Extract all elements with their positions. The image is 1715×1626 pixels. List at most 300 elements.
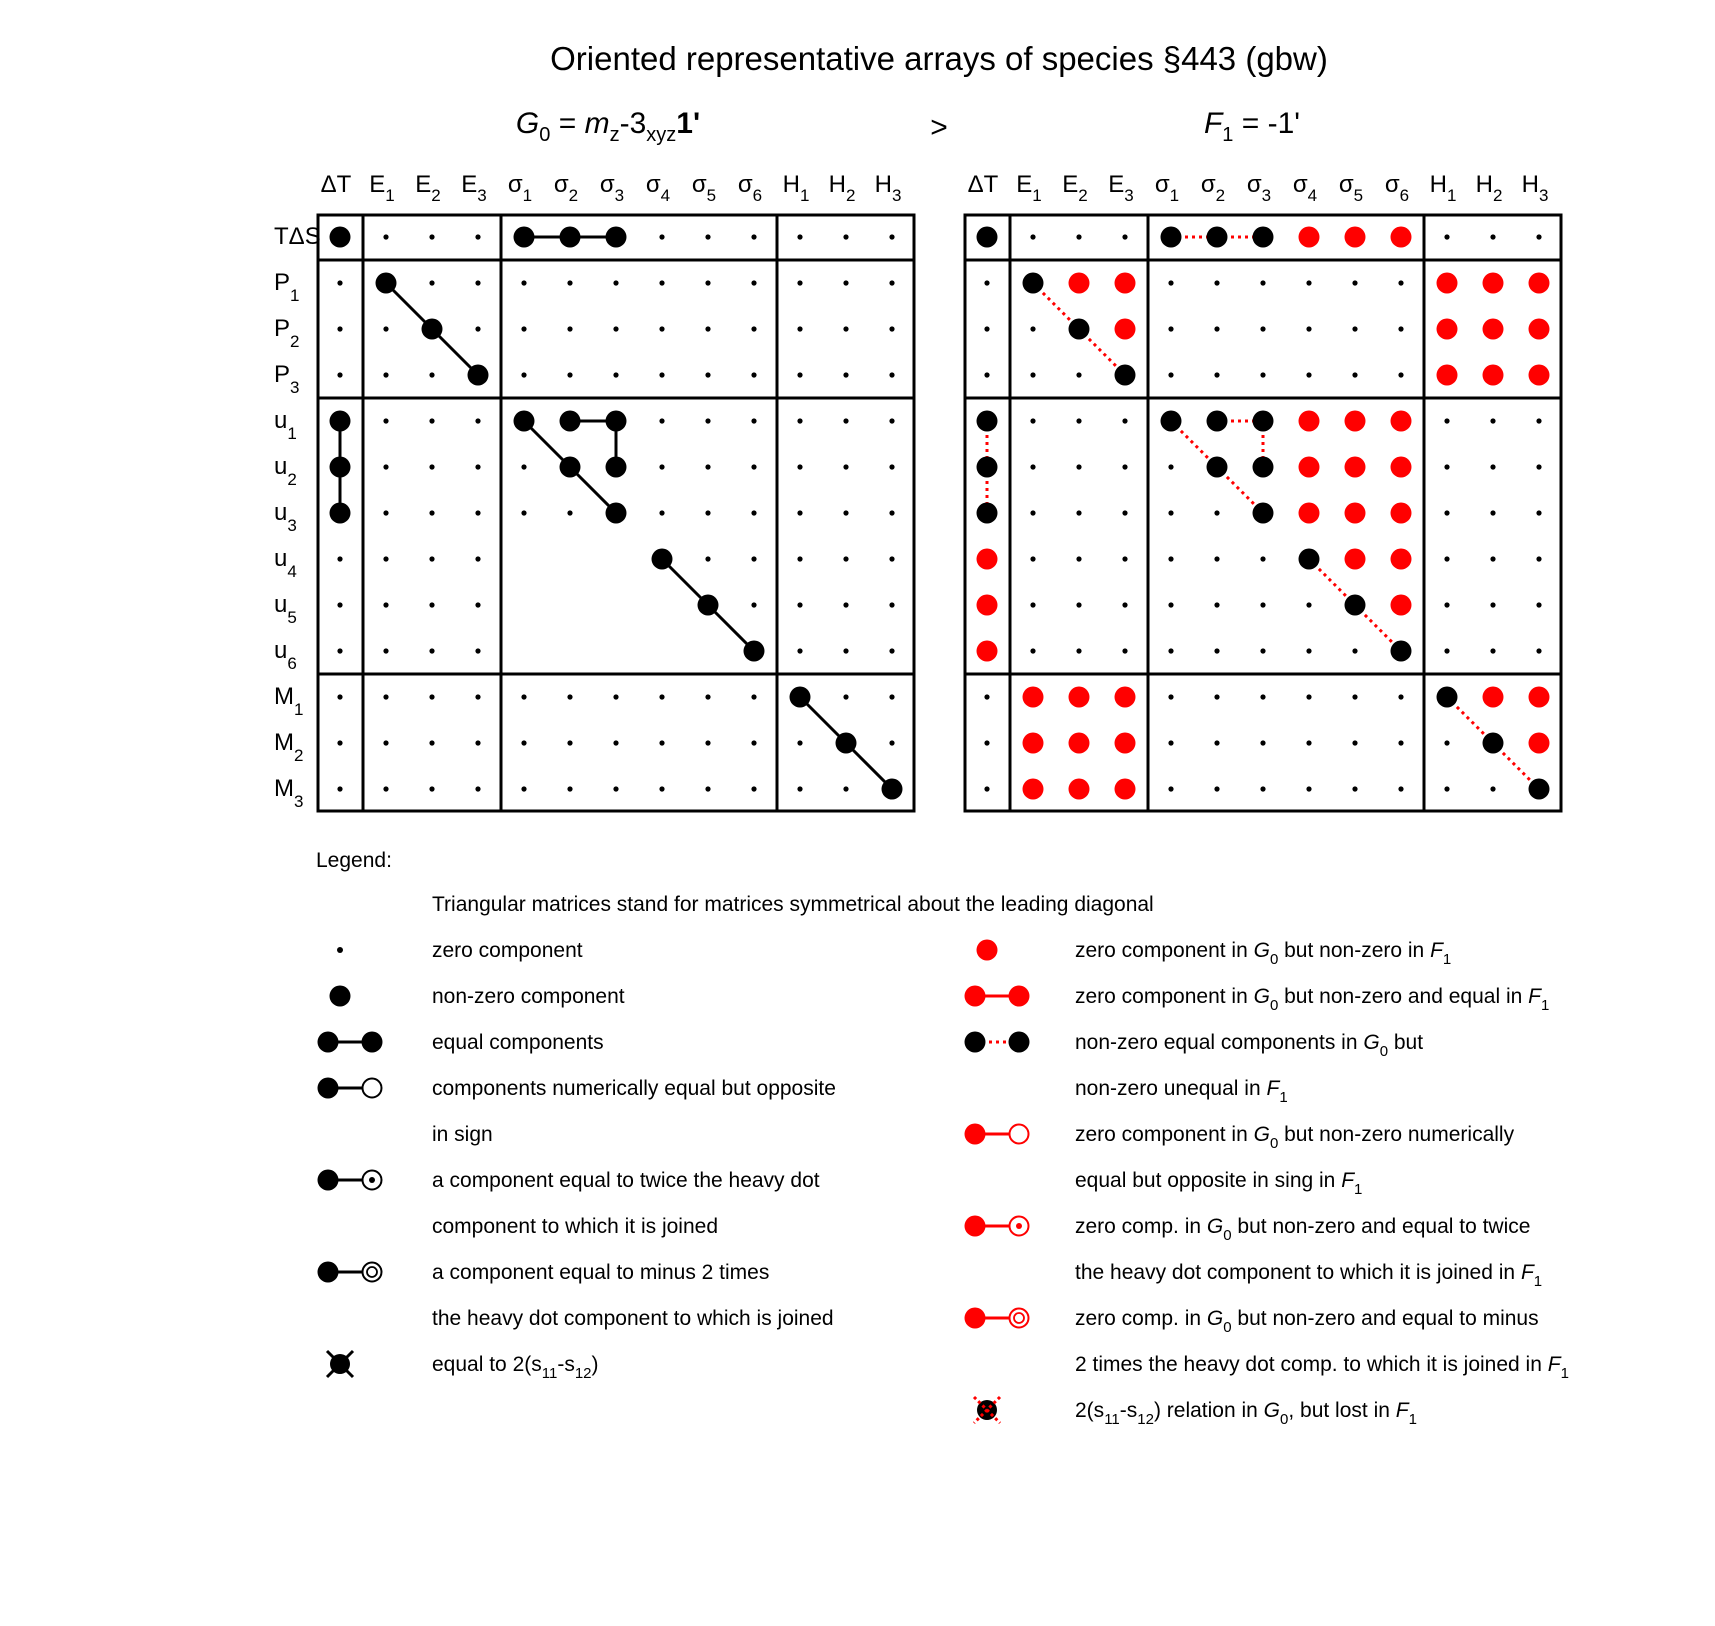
zero-component-dot xyxy=(984,372,989,377)
text-run: 1 xyxy=(1540,997,1550,1014)
text-run: xyz xyxy=(646,124,677,146)
zero-component-dot xyxy=(567,280,572,285)
zero-component-dot xyxy=(429,786,434,791)
zero-component-dot xyxy=(1536,556,1541,561)
zero-component-dot xyxy=(1168,326,1173,331)
header-symbol: σ xyxy=(1292,171,1308,198)
header-subscript: 2 xyxy=(294,746,304,765)
nonzero-component-dot xyxy=(1069,319,1090,340)
zero-component-dot xyxy=(1122,234,1127,239)
zero-component-dot xyxy=(1260,694,1265,699)
red-component-dot xyxy=(1391,595,1412,616)
zero-component-dot xyxy=(1306,648,1311,653)
red-component-dot xyxy=(1115,733,1136,754)
row-header xyxy=(274,591,297,627)
zero-component-dot xyxy=(475,648,480,653)
column-header xyxy=(875,171,902,205)
zero-component-dot xyxy=(659,694,664,699)
zero-component-dot xyxy=(984,280,989,285)
zero-component-dot xyxy=(705,234,710,239)
zero-component-dot xyxy=(797,326,802,331)
header-symbol: u xyxy=(274,637,288,664)
red-component-dot xyxy=(1299,503,1320,524)
zero-component-dot xyxy=(1260,602,1265,607)
zero-component-dot xyxy=(751,786,756,791)
zero-component-dot xyxy=(1398,372,1403,377)
zero-component-dot xyxy=(1260,372,1265,377)
row-header xyxy=(274,407,297,443)
header-symbol: P xyxy=(274,361,291,388)
header-symbol: u xyxy=(274,591,288,618)
zero-component-dot xyxy=(1536,510,1541,515)
zero-component-dot xyxy=(383,786,388,791)
zero-component-dot xyxy=(383,740,388,745)
header-symbol: H xyxy=(782,171,800,198)
column-header xyxy=(1385,171,1409,205)
zero-component-dot xyxy=(705,556,710,561)
header-symbol: u xyxy=(274,453,288,480)
zero-component-dot xyxy=(613,326,618,331)
text-run: = xyxy=(550,107,585,140)
text-run: -3 xyxy=(619,107,647,140)
legend-text xyxy=(1075,1215,1530,1244)
nonzero-component-dot xyxy=(977,457,998,478)
header-subscript: 1 xyxy=(1032,186,1042,205)
zero-component-dot xyxy=(843,556,848,561)
zero-component-dot xyxy=(659,464,664,469)
zero-component-dot xyxy=(843,372,848,377)
text-run: 0 xyxy=(539,124,551,146)
minus2-link-symbol xyxy=(318,1262,382,1283)
text-run: a component equal to minus 2 times xyxy=(432,1261,770,1284)
zero-component-dot xyxy=(889,326,894,331)
nonzero-component-dot xyxy=(1391,641,1412,662)
zero-component-dot xyxy=(889,280,894,285)
left-group-label xyxy=(516,107,700,146)
column-header xyxy=(692,171,716,205)
red-twice-link-symbol xyxy=(965,1216,1029,1237)
zero-component-dot xyxy=(521,510,526,515)
zero-component-dot xyxy=(1168,648,1173,653)
column-header xyxy=(415,171,440,205)
zero-component-dot xyxy=(797,234,802,239)
lost-cross-dot-symbol xyxy=(974,1397,1000,1423)
header-symbol: P xyxy=(274,269,291,296)
legend-text xyxy=(1075,1399,1417,1428)
text-run: 1 xyxy=(1442,951,1452,968)
red-component-dot xyxy=(1437,319,1458,340)
header-subscript: 1 xyxy=(290,286,300,305)
zero-component-dot xyxy=(1122,464,1127,469)
red-component-dot xyxy=(1483,687,1504,708)
red-component-dot xyxy=(1069,779,1090,800)
zero-component-dot xyxy=(705,786,710,791)
twice-link-symbol xyxy=(318,1170,382,1191)
zero-component-dot xyxy=(843,694,848,699)
header-subscript: 4 xyxy=(1307,186,1318,205)
red-component-dot xyxy=(1483,319,1504,340)
nonzero-component-dot xyxy=(698,595,719,616)
column-header xyxy=(1062,171,1087,205)
zero-component-dot xyxy=(843,786,848,791)
zero-component-dot xyxy=(751,602,756,607)
zero-component-dot xyxy=(1260,556,1265,561)
right-matrix xyxy=(965,171,1561,811)
zero-component-dot xyxy=(705,740,710,745)
zero-component-dot xyxy=(1168,602,1173,607)
zero-component-dot xyxy=(1214,602,1219,607)
nonzero-component-dot xyxy=(1529,779,1550,800)
zero-component-dot xyxy=(751,372,756,377)
red-component-dot xyxy=(1069,273,1090,294)
header-symbol: ΔT xyxy=(320,171,352,198)
zero-component-dot xyxy=(337,786,342,791)
legend-text xyxy=(432,1307,834,1330)
nonzero-component-dot xyxy=(977,227,998,248)
zero-component-dot xyxy=(1490,556,1495,561)
red-component-dot xyxy=(1299,227,1320,248)
red-component-dot xyxy=(1529,733,1550,754)
column-header xyxy=(1430,171,1457,205)
text-run: 12 xyxy=(1137,1411,1154,1428)
zero-component-dot xyxy=(889,740,894,745)
zero-component-dot xyxy=(1352,372,1357,377)
zero-component-dot xyxy=(984,694,989,699)
header-subscript: 2 xyxy=(568,186,579,205)
zero-component-dot xyxy=(383,556,388,561)
column-header xyxy=(1247,171,1271,205)
text-run: zero component in xyxy=(1075,985,1254,1008)
legend-text xyxy=(432,1353,599,1382)
header-symbol: u xyxy=(274,545,288,572)
header-symbol: ΔT xyxy=(967,171,999,198)
zero-component-dot xyxy=(797,280,802,285)
zero-component-dot xyxy=(1030,418,1035,423)
text-run: G xyxy=(1253,939,1270,962)
zero-component-dot xyxy=(429,510,434,515)
header-symbol: σ xyxy=(1384,171,1400,198)
legend-text xyxy=(432,1261,769,1284)
row-header xyxy=(274,499,297,535)
text-run: 12 xyxy=(574,1365,592,1382)
row-header xyxy=(274,361,299,397)
zero-component-dot xyxy=(1122,510,1127,515)
header-subscript: 2 xyxy=(287,470,297,489)
legend-text xyxy=(1075,985,1549,1014)
red-component-dot xyxy=(1345,457,1366,478)
text-run: F xyxy=(1528,985,1541,1008)
legend-text xyxy=(432,985,625,1008)
nonzero-component-dot xyxy=(606,411,627,432)
zero-component-dot xyxy=(567,694,572,699)
zero-component-dot xyxy=(843,280,848,285)
zero-component-dot xyxy=(843,648,848,653)
zero-component-dot xyxy=(383,648,388,653)
text-run: 1 xyxy=(1560,1365,1569,1382)
text-run: 11 xyxy=(1104,1411,1120,1428)
column-header xyxy=(554,171,578,205)
zero-component-dot xyxy=(1490,602,1495,607)
header-symbol: σ xyxy=(1338,171,1354,198)
text-run: 0 xyxy=(1269,997,1279,1014)
legend-text xyxy=(432,939,583,962)
text-run: zero comp. in xyxy=(1075,1307,1207,1330)
text-run: F xyxy=(1520,1261,1534,1284)
zero-component-dot xyxy=(1260,740,1265,745)
nonzero-component-dot xyxy=(514,227,535,248)
zero-component-dot xyxy=(1444,602,1449,607)
header-symbol: u xyxy=(274,407,288,434)
text-run: 0 xyxy=(1379,1043,1389,1060)
red-component-dot xyxy=(1483,273,1504,294)
zero-component-dot xyxy=(984,786,989,791)
zero-component-dot xyxy=(1168,510,1173,515)
zero-component-dot xyxy=(1168,740,1173,745)
zero-component-dot xyxy=(1214,280,1219,285)
nonzero-component-dot xyxy=(1253,411,1274,432)
zero-component-dot xyxy=(1352,694,1357,699)
red-component-dot xyxy=(1115,273,1136,294)
zero-component-dot xyxy=(475,464,480,469)
column-header xyxy=(738,171,762,205)
text-run: m xyxy=(584,107,610,140)
red-component-dot xyxy=(1529,273,1550,294)
zero-component-dot xyxy=(567,372,572,377)
zero-component-dot xyxy=(567,326,572,331)
zero-component-dot xyxy=(1168,694,1173,699)
header-symbol: σ xyxy=(645,171,661,198)
column-header xyxy=(1522,171,1549,205)
header-subscript: 1 xyxy=(522,186,533,205)
zero-component-dot xyxy=(567,740,572,745)
red-component-dot xyxy=(1391,227,1412,248)
header-subscript: 4 xyxy=(660,186,671,205)
nonzero-component-dot xyxy=(606,503,627,524)
text-run: G xyxy=(1263,1399,1281,1422)
zero-component-dot xyxy=(1030,372,1035,377)
zero-component-dot xyxy=(1536,648,1541,653)
text-run: 0 xyxy=(1223,1319,1232,1336)
zero-component-dot xyxy=(889,556,894,561)
zero-component-dot xyxy=(659,326,664,331)
zero-component-dot xyxy=(1398,740,1403,745)
zero-component-dot xyxy=(1122,648,1127,653)
zero-component-dot xyxy=(1444,464,1449,469)
zero-component-dot xyxy=(337,740,342,745)
zero-component-dot xyxy=(751,510,756,515)
text-run: equal to 2(s xyxy=(432,1353,542,1376)
zero-component-dot xyxy=(383,326,388,331)
legend-text xyxy=(432,1031,604,1054)
row-header xyxy=(274,637,297,673)
header-subscript: 1 xyxy=(1446,186,1457,205)
header-subscript: 1 xyxy=(294,700,304,719)
nonzero-component-dot xyxy=(1299,549,1320,570)
zero-component-dot xyxy=(1260,326,1265,331)
header-subscript: 2 xyxy=(1215,186,1226,205)
red-component-dot xyxy=(1345,503,1366,524)
zero-component-dot xyxy=(1444,234,1449,239)
zero-component-dot xyxy=(705,510,710,515)
zero-component-dot xyxy=(984,740,989,745)
zero-component-dot xyxy=(429,372,434,377)
red-component-dot xyxy=(1483,365,1504,386)
zero-component-dot xyxy=(1214,786,1219,791)
zero-component-dot xyxy=(383,372,388,377)
zero-component-dot xyxy=(475,694,480,699)
red-component-dot xyxy=(1529,687,1550,708)
header-symbol: σ xyxy=(1246,171,1262,198)
zero-component-dot xyxy=(659,372,664,377)
text-run: G xyxy=(1206,1215,1224,1238)
header-subscript: 2 xyxy=(1492,186,1503,205)
legend-text xyxy=(1075,1077,1288,1106)
nonzero-component-dot xyxy=(330,411,351,432)
zero-component-dot xyxy=(705,372,710,377)
red-component-dot xyxy=(1299,457,1320,478)
zero-component-dot xyxy=(889,418,894,423)
red-component-dot xyxy=(1023,733,1044,754)
header-subscript: 3 xyxy=(1124,186,1134,205)
zero-component-dot xyxy=(1030,234,1035,239)
text-run: 1 xyxy=(1222,124,1234,146)
zero-component-dot xyxy=(1490,786,1495,791)
zero-component-dot xyxy=(1444,418,1449,423)
zero-component-dot xyxy=(751,234,756,239)
header-symbol: E xyxy=(1062,171,1079,198)
zero-component-dot xyxy=(1076,234,1081,239)
zero-component-dot xyxy=(567,786,572,791)
red-component-dot xyxy=(1115,687,1136,708)
nonzero-component-dot xyxy=(376,273,397,294)
header-symbol: σ xyxy=(1200,171,1216,198)
zero-component-dot xyxy=(797,464,802,469)
header-subscript: 3 xyxy=(477,186,487,205)
zero-component-dot xyxy=(1030,648,1035,653)
zero-component-dot xyxy=(889,648,894,653)
zero-component-dot xyxy=(751,464,756,469)
zero-component-dot xyxy=(1030,510,1035,515)
zero-component-dot xyxy=(1214,326,1219,331)
zero-component-dot xyxy=(889,602,894,607)
zero-component-dot xyxy=(1306,280,1311,285)
left-matrix xyxy=(274,171,914,811)
zero-component-dot xyxy=(613,694,618,699)
zero-component-dot xyxy=(1398,694,1403,699)
zero-component-dot xyxy=(1214,372,1219,377)
legend-heading: Legend: xyxy=(316,849,392,872)
red-component-dot xyxy=(1345,227,1366,248)
header-subscript: 3 xyxy=(294,792,304,811)
text-run: G xyxy=(1253,985,1270,1008)
header-symbol: H xyxy=(828,171,846,198)
zero-component-dot xyxy=(705,280,710,285)
column-header xyxy=(829,171,856,205)
red-dot-symbol xyxy=(977,940,998,961)
nonzero-component-dot xyxy=(1483,733,1504,754)
zero-component-dot xyxy=(1214,648,1219,653)
zero-component-dot xyxy=(1030,602,1035,607)
zero-component-dot xyxy=(797,648,802,653)
text-run: z xyxy=(609,124,620,146)
text-run: 1' xyxy=(676,107,701,140)
zero-component-dot xyxy=(1168,786,1173,791)
header-symbol: H xyxy=(874,171,892,198)
zero-component-dot xyxy=(383,602,388,607)
zero-component-dot xyxy=(1352,740,1357,745)
header-subscript: 1 xyxy=(799,186,810,205)
header-symbol: H xyxy=(1475,171,1493,198)
nonzero-component-dot xyxy=(1023,273,1044,294)
nonzero-component-dot xyxy=(1161,227,1182,248)
header-subscript: 3 xyxy=(287,516,297,535)
zero-component-dot xyxy=(521,786,526,791)
zero-component-dot xyxy=(843,418,848,423)
text-run: non-zero equal components in xyxy=(1075,1031,1364,1054)
text-run: G xyxy=(515,107,540,140)
zero-component-dot xyxy=(429,464,434,469)
zero-component-dot xyxy=(659,418,664,423)
zero-component-dot xyxy=(429,694,434,699)
text-run: 1 xyxy=(1354,1181,1363,1198)
column-header xyxy=(461,171,486,205)
header-symbol: M xyxy=(274,775,294,802)
header-symbol: σ xyxy=(691,171,707,198)
zero-component-dot xyxy=(751,694,756,699)
text-run: 2(s xyxy=(1075,1399,1105,1422)
header-subscript: 5 xyxy=(287,608,297,627)
text-run: a component equal to twice the heavy dot xyxy=(432,1169,820,1192)
big-dot-symbol xyxy=(330,986,351,1007)
nonzero-component-dot xyxy=(560,457,581,478)
zero-component-dot xyxy=(1352,280,1357,285)
nonzero-component-dot xyxy=(1207,457,1228,478)
zero-component-dot xyxy=(889,510,894,515)
header-symbol: u xyxy=(274,499,288,526)
nonzero-component-dot xyxy=(1253,457,1274,478)
column-header xyxy=(1476,171,1503,205)
zero-component-dot xyxy=(429,556,434,561)
row-header xyxy=(274,223,321,250)
zero-component-dot xyxy=(1444,556,1449,561)
zero-component-dot xyxy=(705,418,710,423)
text-run: zero component xyxy=(432,939,583,962)
equal-link-symbol xyxy=(318,1032,383,1053)
zero-component-dot xyxy=(751,556,756,561)
header-subscript: 1 xyxy=(287,424,297,443)
zero-component-dot xyxy=(1076,510,1081,515)
zero-component-dot xyxy=(1352,648,1357,653)
zero-component-dot xyxy=(1260,786,1265,791)
red-component-dot xyxy=(1115,779,1136,800)
text-run: F xyxy=(1430,939,1443,962)
header-subscript: 6 xyxy=(1399,186,1410,205)
zero-component-dot xyxy=(751,280,756,285)
zero-component-dot xyxy=(1536,602,1541,607)
legend-text xyxy=(1075,939,1451,968)
zero-component-dot xyxy=(383,418,388,423)
red-component-dot xyxy=(1391,549,1412,570)
header-subscript: 2 xyxy=(290,332,300,351)
red-component-dot xyxy=(1023,687,1044,708)
red-component-dot xyxy=(1391,503,1412,524)
zero-component-dot xyxy=(1306,602,1311,607)
nonzero-component-dot xyxy=(330,457,351,478)
header-subscript: 3 xyxy=(1538,186,1549,205)
red-component-dot xyxy=(977,549,998,570)
row-header xyxy=(274,315,299,351)
column-header xyxy=(783,171,810,205)
